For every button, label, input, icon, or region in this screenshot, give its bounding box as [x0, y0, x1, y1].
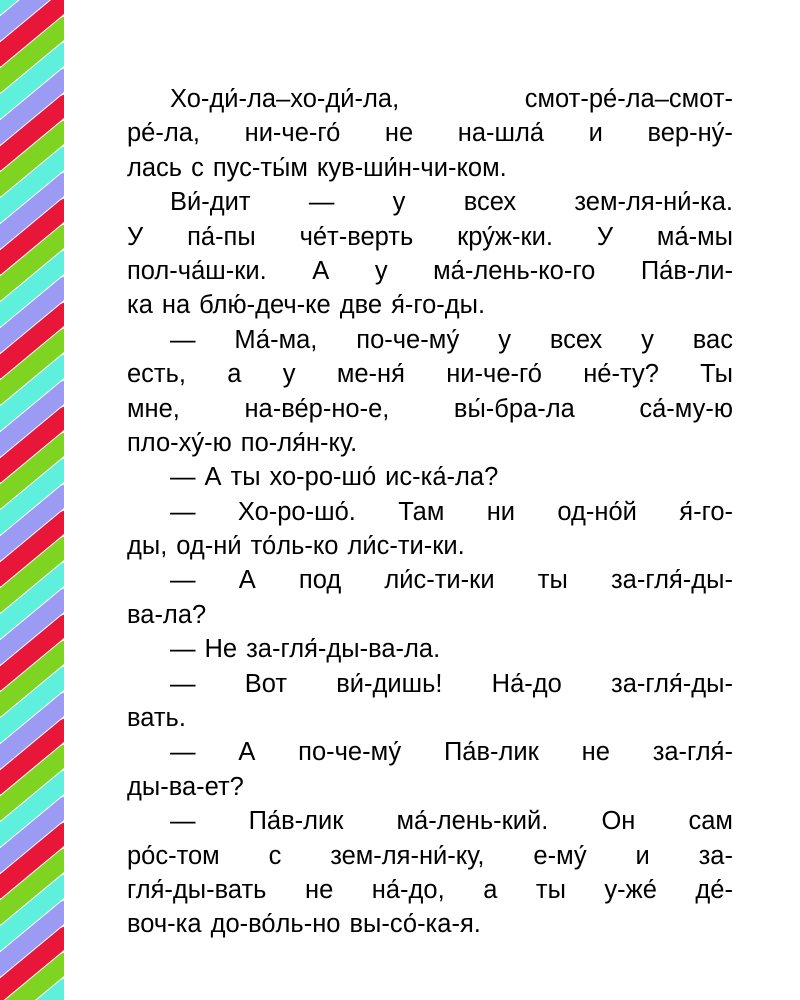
text-line — [127, 873, 733, 907]
word: У — [596, 222, 614, 251]
text-line — [127, 254, 733, 288]
text-line — [127, 460, 733, 494]
word: — — [308, 188, 335, 217]
word: на-шла́ — [457, 119, 545, 148]
word: Там — [398, 497, 445, 526]
word: две — [339, 291, 383, 320]
word: до-во́ль-но — [210, 910, 341, 939]
word: хо-ро-шо́ — [269, 463, 377, 492]
word: А — [312, 256, 330, 285]
word: смот-ре́-ла–смот- — [524, 85, 733, 113]
word: с — [268, 841, 282, 870]
word: под — [298, 566, 342, 595]
word: Не — [204, 635, 238, 664]
word: ви́-дишь! — [336, 669, 443, 698]
word: я́-го- — [679, 497, 733, 526]
word: не́-ту? — [583, 360, 659, 389]
word: ва-ла? — [127, 600, 207, 629]
word: с — [191, 153, 204, 182]
word: вас — [692, 325, 733, 354]
word: Па́в-ли- — [640, 256, 733, 285]
word: кув-ши́н-чи-ком. — [316, 153, 507, 182]
word: пус-ты́м — [212, 153, 308, 182]
word: не — [304, 875, 334, 904]
word: не — [581, 738, 610, 767]
word: А — [204, 463, 222, 492]
word: за-гля́- — [652, 738, 733, 767]
word: вы́-бра-ла — [453, 394, 575, 423]
text-line — [127, 735, 733, 769]
word: ли́с-ти-ки. — [347, 532, 465, 561]
word: ка — [127, 291, 153, 320]
word: Па́в-лик — [443, 738, 539, 767]
stripe-border-graphic — [0, 0, 64, 1000]
word: всех — [549, 325, 603, 354]
word: вер-ну́- — [647, 119, 733, 148]
word: ис-ка́-ла? — [385, 463, 499, 492]
word: Он — [601, 807, 636, 836]
word: ре́-ла, — [127, 119, 201, 148]
text-line — [127, 632, 733, 666]
word: за- — [698, 841, 733, 870]
text-line — [127, 495, 733, 529]
word: у — [498, 325, 511, 354]
word: есть, — [127, 360, 186, 389]
text-line — [127, 598, 733, 632]
word: — — [170, 325, 196, 354]
word: за-гля́-ды-ва-ла. — [246, 635, 441, 664]
word: на — [161, 291, 191, 320]
word: од-но́й — [557, 497, 637, 526]
word: А — [238, 738, 256, 767]
text-line — [127, 82, 733, 116]
word: кру́ж-ки. — [457, 222, 553, 251]
word: — — [170, 566, 196, 595]
word: ма́-мы — [656, 222, 733, 251]
decorative-stripe-border — [0, 0, 64, 1000]
word: А — [238, 566, 256, 595]
word: — — [170, 497, 196, 526]
text-line — [127, 770, 733, 804]
text-line — [127, 185, 733, 219]
word: то́ль-ко — [250, 532, 339, 561]
word: Ма́-ма, — [234, 325, 318, 354]
word: ро́с-том — [127, 841, 220, 870]
word: — — [170, 635, 196, 664]
word: ты — [537, 566, 568, 595]
word: а — [483, 875, 498, 904]
story-text — [127, 82, 733, 942]
word: па́-пы — [187, 222, 256, 251]
text-line — [127, 804, 733, 838]
word: ни-че-го́ — [244, 119, 341, 148]
word: ты — [535, 875, 566, 904]
word: не — [384, 119, 414, 148]
word: у — [641, 325, 654, 354]
word: у — [282, 360, 296, 389]
word: де́- — [695, 875, 733, 904]
word: за-гля́-ды- — [611, 669, 733, 698]
word: пло-ху́-ю — [127, 428, 232, 457]
text-line — [127, 907, 733, 941]
text-line — [127, 357, 733, 391]
word: у-же́ — [604, 875, 657, 904]
word: Хо-ро-шо́. — [237, 497, 356, 526]
word: — — [170, 669, 196, 698]
word: мне, — [127, 394, 180, 423]
word: блю́-деч-ке — [199, 291, 331, 320]
word: лась — [127, 153, 183, 182]
word: Па́в-лик — [248, 807, 344, 836]
word: Вот — [244, 669, 288, 698]
word: я́-го-ды. — [391, 291, 486, 320]
text-line — [127, 839, 733, 873]
word: пол-ча́ш-ки. — [127, 256, 267, 285]
text-line — [127, 116, 733, 150]
word: ме-ня́ — [336, 360, 405, 389]
word: зем-ля-ни́-ку, — [330, 841, 485, 870]
word: вать. — [127, 704, 186, 733]
word: ни — [486, 497, 516, 526]
word: всех — [463, 188, 517, 217]
text-line — [127, 426, 733, 460]
text-line — [127, 529, 733, 563]
text-line — [127, 288, 733, 322]
word: Хо-ди́-ла–хо-ди́-ла, — [170, 85, 400, 113]
word: че́т-верть — [299, 222, 414, 251]
word: ды-ва-ет? — [127, 772, 244, 801]
word: гля́-ды-вать — [127, 875, 267, 904]
word: — — [170, 738, 196, 767]
word: са́-му-ю — [639, 394, 733, 423]
word: од-ни́ — [176, 532, 242, 561]
text-line — [127, 151, 733, 185]
word: и — [588, 119, 603, 148]
word: на-ве́р-но-е, — [244, 394, 390, 423]
word: и — [635, 841, 650, 870]
word: по-че-му́ — [298, 738, 402, 767]
word: по-че-му́ — [356, 325, 460, 354]
word: по-ля́н-ку. — [240, 428, 358, 457]
word: — — [170, 463, 196, 492]
word: а — [227, 360, 242, 389]
word: у — [374, 256, 388, 285]
text-line — [127, 220, 733, 254]
word: Ви́-дит — [170, 188, 251, 217]
text-line — [127, 563, 733, 597]
word: зем-ля-ни́-ка. — [574, 188, 733, 217]
word: за-гля́-ды- — [610, 566, 733, 595]
word: У — [127, 222, 144, 251]
text-line — [127, 323, 733, 357]
text-line — [127, 667, 733, 701]
word: ли́с-ти-ки — [384, 566, 495, 595]
word: у — [392, 188, 406, 217]
word: сам — [688, 807, 733, 836]
text-line — [127, 701, 733, 735]
word: Ты — [700, 360, 733, 389]
word: На́-до — [491, 669, 562, 698]
word: ды, — [127, 532, 168, 561]
word: на́-до, — [371, 875, 445, 904]
word: ты — [230, 463, 261, 492]
word: — — [170, 807, 196, 836]
word: вы-со́-ка-я. — [349, 910, 481, 939]
word: е-му́ — [533, 841, 587, 870]
word: ни-че-го́ — [446, 360, 542, 389]
word: ма́-лень-ко-го — [433, 256, 596, 285]
word: ма́-лень-кий. — [396, 807, 549, 836]
text-line — [127, 392, 733, 426]
word: воч-ка — [127, 910, 202, 939]
